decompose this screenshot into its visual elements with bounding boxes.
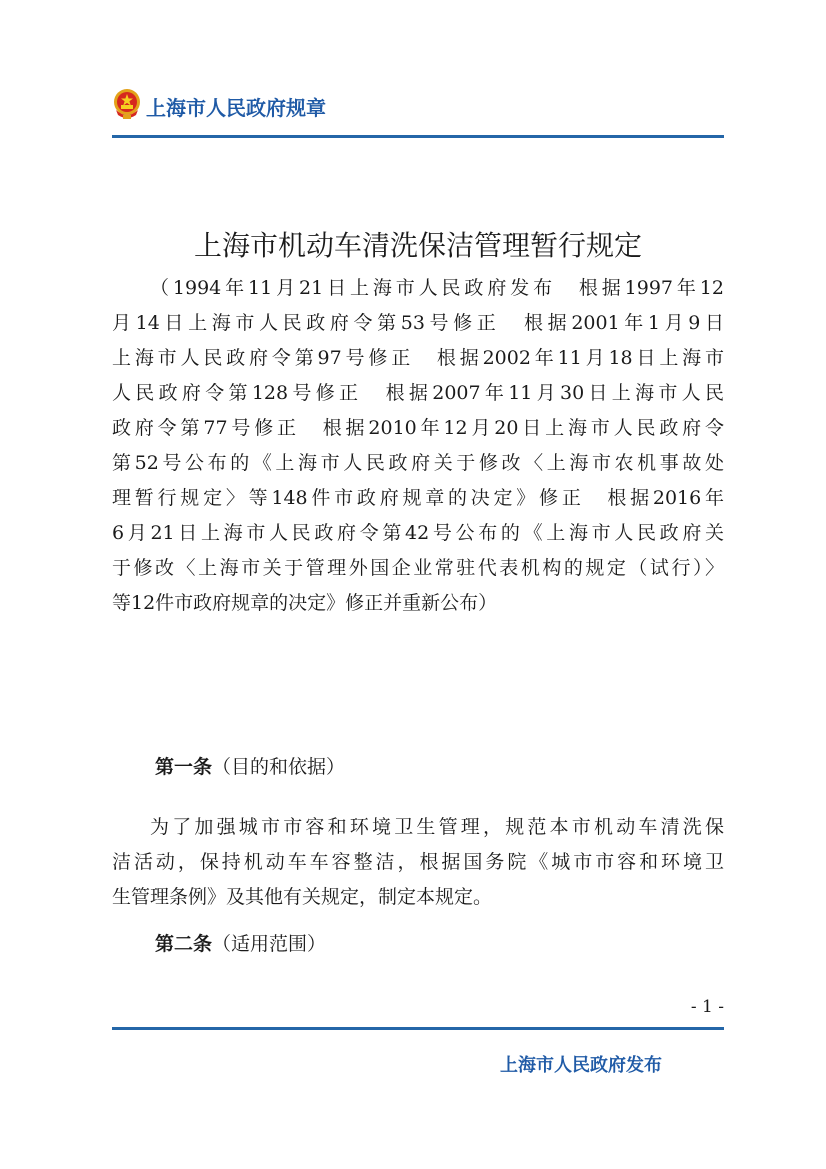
article-number: 第二条 [155, 933, 213, 955]
document-preamble [112, 271, 724, 621]
article-body-line: 生管理条例》及其他有关规定，制定本规定。 [112, 886, 493, 908]
article-1-body [112, 812, 724, 917]
preamble-line: （1994年11月21日上海市人民政府发布 根据1997年12 [150, 277, 724, 299]
page-header [112, 88, 724, 124]
preamble-line: 于修改〈上海市关于管理外国企业常驻代表机构的规定（试行）〉 [112, 557, 724, 579]
article-number: 第一条 [155, 756, 213, 778]
preamble-line: 人民政府令第128号修正 根据2007年11月30日上海市人民 [112, 382, 724, 404]
header-divider [112, 135, 724, 138]
preamble-line: 理暂行规定〉等148件市政府规章的决定》修正 根据2016年 [112, 487, 724, 509]
article-title: （适用范围） [212, 933, 327, 955]
preamble-line: 上海市人民政府令第97号修正 根据2002年11月18日上海市 [112, 347, 724, 369]
footer-publisher: 上海市人民政府发布 [500, 1055, 662, 1076]
national-emblem-icon [112, 88, 142, 120]
article-title: （目的和依据） [212, 756, 346, 778]
footer-divider [112, 1027, 724, 1030]
article-body-line: 为了加强城市市容和环境卫生管理，规范本市机动车清洗保 [150, 816, 724, 838]
article-2-heading [155, 929, 326, 956]
header-title: 上海市人民政府规章 [146, 96, 326, 120]
preamble-line: 6月21日上海市人民政府令第42号公布的《上海市人民政府关 [112, 522, 724, 544]
article-1-heading [155, 752, 345, 779]
document-title: 上海市机动车清洗保洁管理暂行规定 [193, 229, 642, 262]
page-number: - 1 - [690, 997, 724, 1017]
preamble-line: 月14日上海市人民政府令第53号修正 根据2001年1月9日 [112, 312, 724, 334]
article-body-line: 洁活动，保持机动车车容整洁，根据国务院《城市市容和环境卫 [112, 851, 724, 873]
preamble-line: 等12件市政府规章的决定》修正并重新公布） [112, 592, 498, 614]
preamble-line: 第52号公布的《上海市人民政府关于修改〈上海市农机事故处 [112, 452, 724, 474]
preamble-line: 政府令第77号修正 根据2010年12月20日上海市人民政府令 [112, 417, 724, 439]
